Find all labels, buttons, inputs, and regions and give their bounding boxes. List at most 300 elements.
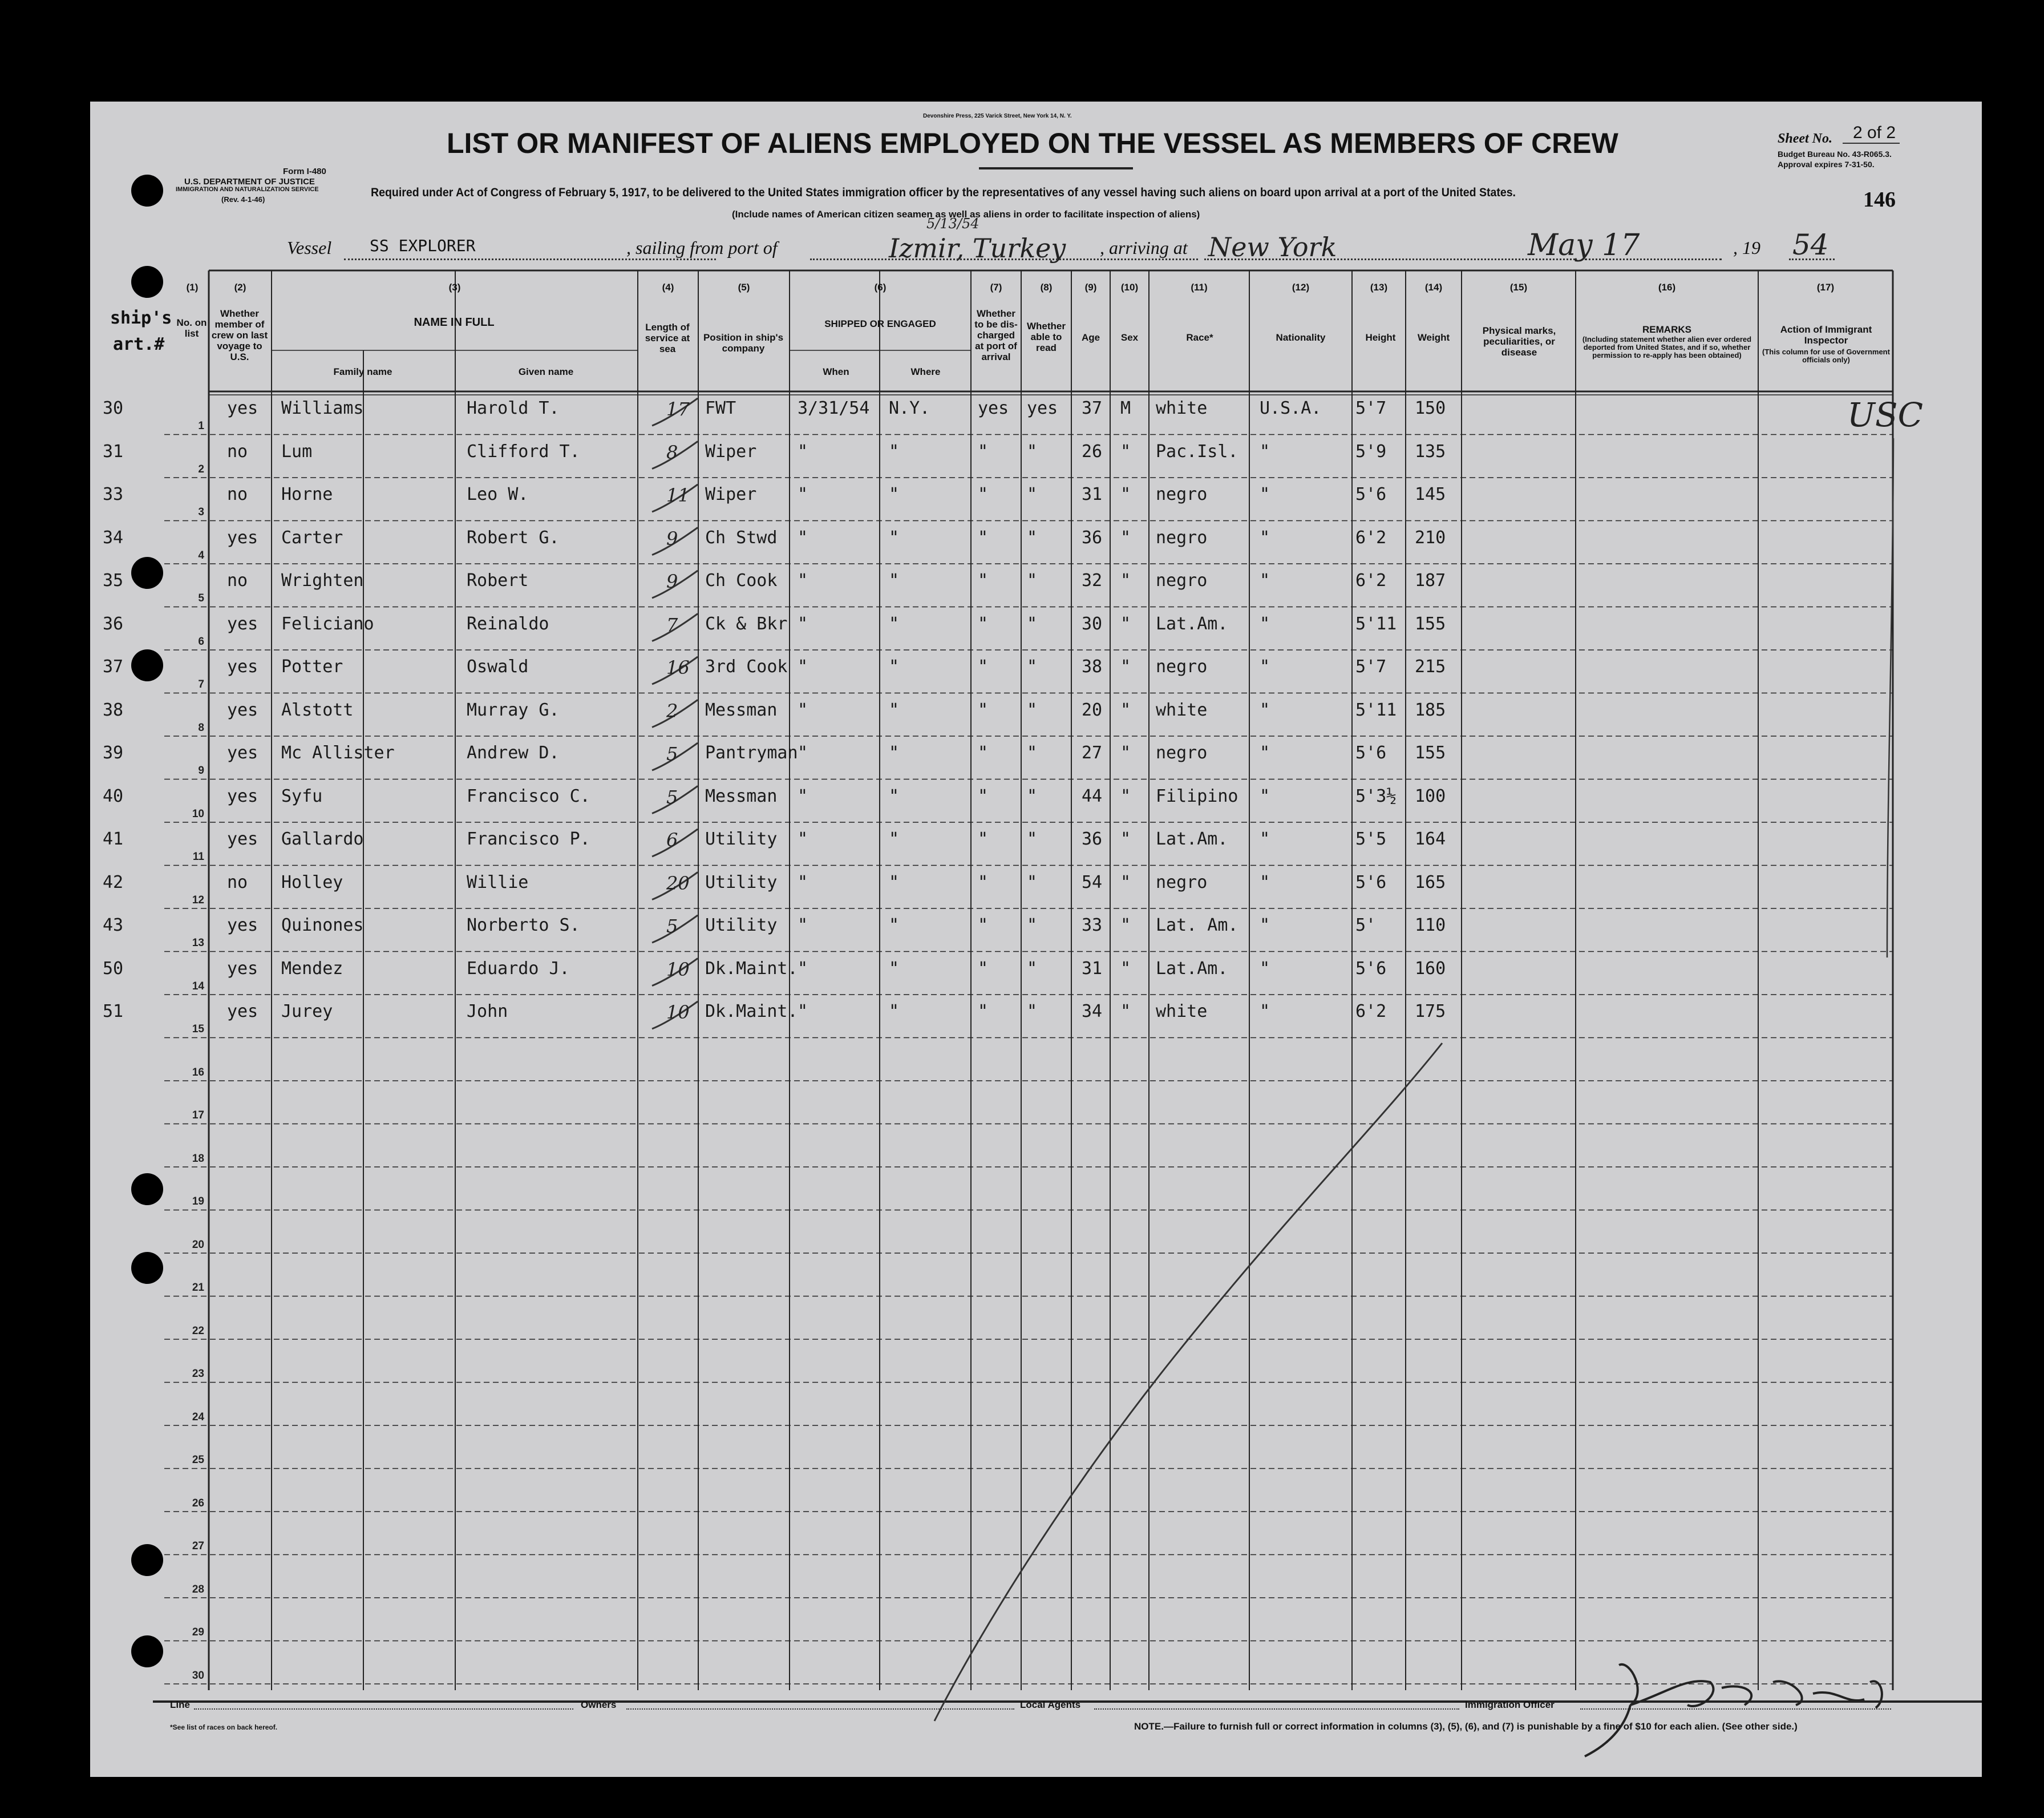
weight: 160 [1415, 958, 1446, 979]
race: negro [1156, 527, 1208, 548]
family-name: Horne [281, 484, 333, 504]
ships-art-number: 42 [103, 872, 124, 892]
shipped-when: " [798, 786, 808, 806]
family-name: Jurey [281, 1001, 333, 1021]
shipped-when: " [798, 657, 808, 677]
crew-last-voyage: no [227, 571, 248, 591]
position: Utility [705, 915, 778, 935]
nationality: " [1260, 872, 1270, 892]
able-to-read: " [1027, 872, 1038, 892]
shipped-where: " [889, 571, 900, 591]
age: 27 [1082, 743, 1103, 763]
year-value: 54 [1792, 228, 1829, 261]
weight: 175 [1415, 1001, 1446, 1021]
shipped-where: N.Y. [889, 398, 930, 418]
family-name: Potter [281, 657, 343, 677]
height: 5'6 [1355, 872, 1387, 892]
header-when: When [823, 366, 849, 377]
discharged: " [978, 872, 989, 892]
weight: 185 [1415, 700, 1446, 720]
position: Ch Stwd [705, 527, 778, 548]
nationality: " [1260, 484, 1270, 504]
list-number: 2 [198, 463, 204, 475]
list-number: 21 [192, 1282, 204, 1294]
list-number: 13 [192, 937, 204, 949]
weight: 155 [1415, 613, 1446, 634]
discharged: " [978, 657, 989, 677]
discharged: " [978, 958, 989, 979]
race: white [1156, 700, 1208, 720]
length-of-service: 6 [666, 829, 678, 851]
list-number: 10 [192, 807, 204, 820]
height: 6'2 [1355, 1001, 1387, 1021]
crew-last-voyage: yes [227, 613, 258, 634]
length-of-service: 5 [666, 915, 678, 937]
shipped-where: " [889, 657, 900, 677]
age: 37 [1082, 398, 1103, 418]
height: 5'11 [1355, 613, 1397, 634]
header-given-name: Given name [518, 366, 574, 377]
penalty-note: NOTE.—Failure to furnish full or correct information in columns (3), (5), (6), and (7) is punishable by a fine of $10 for each alien. (See other side.) [1134, 1721, 1798, 1732]
weight: 110 [1415, 915, 1446, 935]
binder-hole [131, 1635, 163, 1667]
sailing-date: 5/13/54 [926, 216, 979, 232]
race: negro [1156, 743, 1208, 763]
family-name: Quinones [281, 915, 364, 935]
age: 32 [1082, 571, 1103, 591]
ships-art-number: 40 [103, 786, 124, 806]
shipped-where: " [889, 786, 900, 806]
sex: " [1120, 743, 1131, 763]
weight: 165 [1415, 872, 1446, 892]
shipped-when: " [798, 872, 808, 892]
able-to-read: " [1027, 743, 1038, 763]
ships-art-number: 33 [103, 484, 124, 504]
sex: " [1120, 700, 1131, 720]
column-number: (15) [1509, 282, 1528, 293]
crew-last-voyage: yes [227, 829, 258, 849]
list-number: 19 [192, 1195, 204, 1207]
header-sex: Sex [1120, 332, 1139, 343]
crew-last-voyage: no [227, 872, 248, 892]
nationality: " [1260, 743, 1270, 763]
able-to-read: " [1027, 700, 1038, 720]
binder-hole [131, 1252, 163, 1284]
list-number: 7 [198, 678, 204, 690]
age: 20 [1082, 700, 1103, 720]
nationality: " [1260, 1001, 1270, 1021]
column-number: (2) [234, 282, 246, 293]
able-to-read: " [1027, 527, 1038, 548]
length-of-service: 9 [666, 527, 678, 550]
length-of-service: 17 [666, 398, 690, 420]
crew-last-voyage: no [227, 484, 248, 504]
shipped-where: " [889, 1001, 900, 1021]
sex: " [1120, 571, 1131, 591]
vessel-value: SS EXPLORER [370, 236, 476, 255]
inspector-mark: USC [1847, 395, 1923, 434]
sex: " [1120, 915, 1131, 935]
column-number: (1) [186, 282, 199, 293]
header-discharged: Whether to be dis- charged at port of arrival [974, 308, 1018, 362]
given-name: Francisco C. [467, 786, 590, 806]
shipped-where: " [889, 958, 900, 979]
able-to-read: " [1027, 915, 1038, 935]
list-number: 24 [192, 1411, 204, 1423]
able-to-read: " [1027, 829, 1038, 849]
column-number: (8) [1040, 282, 1053, 293]
shipped-when: " [798, 441, 808, 462]
header-race: Race* [1186, 332, 1213, 343]
header-name-in-full: NAME IN FULL [414, 316, 495, 329]
shipped-where: " [889, 441, 900, 462]
shipped-where: " [889, 484, 900, 504]
shipped-when: " [798, 527, 808, 548]
footer-agents-field [1094, 1708, 1459, 1710]
discharged: " [978, 829, 989, 849]
discharged: " [978, 613, 989, 634]
arriving-label: , arriving at [1100, 237, 1188, 258]
length-of-service: 10 [666, 1001, 690, 1023]
column-number: (13) [1370, 282, 1388, 293]
race: negro [1156, 484, 1208, 504]
position: Wiper [705, 441, 757, 462]
able-to-read: " [1027, 786, 1038, 806]
discharged: " [978, 786, 989, 806]
race: Filipino [1156, 786, 1238, 806]
header-position: Position in ship's company [703, 332, 784, 354]
sex: " [1120, 613, 1131, 634]
header-able-read: Whether able to read [1027, 321, 1066, 353]
sex: M [1120, 398, 1131, 418]
position: Utility [705, 829, 778, 849]
ships-art-number: 30 [103, 398, 124, 418]
shipped-when: " [798, 743, 808, 763]
crew-last-voyage: yes [227, 958, 258, 979]
races-footnote: *See list of races on back hereof. [170, 1723, 278, 1731]
ships-art-number: 51 [103, 1001, 124, 1021]
height: 5'7 [1355, 657, 1387, 677]
list-number: 1 [198, 420, 204, 432]
weight: 135 [1415, 441, 1446, 462]
length-of-service: 5 [666, 786, 678, 808]
department-label: U.S. DEPARTMENT OF JUSTICE [184, 177, 315, 187]
list-number: 29 [192, 1626, 204, 1638]
nationality: " [1260, 829, 1270, 849]
height: 6'2 [1355, 527, 1387, 548]
given-name: Francisco P. [467, 829, 590, 849]
discharged: " [978, 700, 989, 720]
race: white [1156, 1001, 1208, 1021]
sex: " [1120, 441, 1131, 462]
crew-last-voyage: yes [227, 915, 258, 935]
form-number: Form I-480 [283, 167, 326, 176]
footer-officer-field [1580, 1708, 1891, 1710]
sheet-value: 2 of 2 [1853, 123, 1896, 142]
weight: 155 [1415, 743, 1446, 763]
family-name: Wrighten [281, 571, 364, 591]
header-where: Where [910, 366, 941, 377]
ships-art-number: 39 [103, 743, 124, 763]
position: Messman [705, 786, 778, 806]
age: 54 [1082, 872, 1103, 892]
shipped-when: " [798, 700, 808, 720]
header-height: Height [1365, 332, 1396, 343]
able-to-read: yes [1027, 398, 1058, 418]
height: 5'5 [1355, 829, 1387, 849]
family-name: Alstott [281, 700, 354, 720]
sex: " [1120, 958, 1131, 979]
weight: 187 [1415, 571, 1446, 591]
column-number: (11) [1191, 282, 1208, 293]
nationality: " [1260, 958, 1270, 979]
column-number: (14) [1424, 282, 1443, 293]
list-number: 5 [198, 592, 204, 604]
race: white [1156, 398, 1208, 418]
ships-art-number: 37 [103, 657, 124, 677]
arrival-date: May 17 [1528, 228, 1640, 262]
header-nationality: Nationality [1276, 332, 1326, 343]
family-name: Gallardo [281, 829, 364, 849]
list-number: 6 [198, 635, 204, 648]
header-no-on-list: No. on list [176, 317, 207, 339]
family-name: Syfu [281, 786, 323, 806]
footer-agents-label: Local Agents [1020, 1699, 1081, 1710]
column-number: (16) [1658, 282, 1676, 293]
sex: " [1120, 527, 1131, 548]
vessel-label: Vessel [287, 237, 332, 258]
crew-last-voyage: yes [227, 700, 258, 720]
position: Ch Cook [705, 571, 778, 591]
race: Lat.Am. [1156, 958, 1228, 979]
sailing-port: Izmir, Turkey [889, 233, 1066, 264]
able-to-read: " [1027, 571, 1038, 591]
given-name: Leo W. [467, 484, 529, 504]
length-of-service: 8 [666, 441, 678, 463]
length-of-service: 10 [666, 958, 690, 980]
height: 6'2 [1355, 571, 1387, 591]
discharged: " [978, 527, 989, 548]
position: Ck & Bkr [705, 613, 788, 634]
given-name: Murray G. [467, 700, 560, 720]
nationality: " [1260, 786, 1270, 806]
list-number: 12 [192, 894, 204, 906]
given-name: Eduardo J. [467, 958, 570, 979]
binder-hole [131, 1544, 163, 1576]
length-of-service: 2 [666, 700, 678, 722]
position: Messman [705, 700, 778, 720]
crew-last-voyage: yes [227, 527, 258, 548]
sex: " [1120, 872, 1131, 892]
race: negro [1156, 872, 1208, 892]
binder-hole [131, 649, 163, 681]
column-number: (17) [1816, 282, 1835, 293]
list-number: 28 [192, 1583, 204, 1595]
ships-art-number: 31 [103, 441, 124, 462]
budget-label: Budget Bureau No. 43-R065.3. [1778, 150, 1892, 159]
page-title: LIST OR MANIFEST OF ALIENS EMPLOYED ON THE VESSEL AS MEMBERS OF CREW [447, 127, 1618, 159]
length-of-service: 16 [666, 657, 690, 678]
page-number: 146 [1863, 188, 1896, 212]
length-of-service: 9 [666, 571, 678, 592]
nationality: " [1260, 527, 1270, 548]
length-of-service: 20 [666, 872, 690, 894]
column-number: (12) [1292, 282, 1310, 293]
list-number: 9 [198, 765, 204, 777]
age: 33 [1082, 915, 1103, 935]
column-number: (5) [738, 282, 750, 293]
list-number: 3 [198, 506, 204, 518]
footer-owners-field [626, 1708, 1014, 1710]
sex: " [1120, 1001, 1131, 1021]
sailing-label: , sailing from port of [626, 237, 778, 258]
approval-label: Approval expires 7-31-50. [1778, 160, 1875, 169]
position: Dk.Maint. [705, 1001, 798, 1021]
age: 34 [1082, 1001, 1103, 1021]
crew-last-voyage: yes [227, 743, 258, 763]
age: 30 [1082, 613, 1103, 634]
nationality: " [1260, 613, 1270, 634]
shipped-where: " [889, 743, 900, 763]
nationality: U.S.A. [1260, 398, 1322, 418]
header-family-name: Family name [333, 366, 392, 377]
sex: " [1120, 657, 1131, 677]
header-physical-marks: Physical marks, peculiarities, or disease [1482, 325, 1556, 358]
weight: 210 [1415, 527, 1446, 548]
able-to-read: " [1027, 1001, 1038, 1021]
nationality: " [1260, 915, 1270, 935]
height: 5'7 [1355, 398, 1387, 418]
height: 5'3½ [1355, 786, 1397, 806]
ships-art-number: 34 [103, 527, 124, 548]
weight: 215 [1415, 657, 1446, 677]
length-of-service: 11 [666, 484, 690, 506]
shipped-where: " [889, 915, 900, 935]
printer-imprint: Devonshire Press, 225 Varick Street, New York 14, N. Y. [923, 113, 1072, 119]
given-name: Oswald [467, 657, 529, 677]
length-of-service: 7 [666, 613, 678, 636]
weight: 100 [1415, 786, 1446, 806]
list-number: 8 [198, 721, 204, 734]
age: 31 [1082, 484, 1103, 504]
list-number: 26 [192, 1497, 204, 1509]
nationality: " [1260, 657, 1270, 677]
ships-art-number: 38 [103, 700, 124, 720]
discharged: " [978, 571, 989, 591]
shipped-where: " [889, 872, 900, 892]
family-name: Feliciano [281, 613, 374, 634]
column-number: (6) [874, 282, 887, 293]
subnote: (Include names of American citizen seamen as well as aliens in order to facilitate inspection of aliens) [732, 209, 1200, 220]
binder-hole [131, 557, 163, 589]
given-name: Harold T. [467, 398, 560, 418]
age: 26 [1082, 441, 1103, 462]
height: 5'6 [1355, 958, 1387, 979]
family-name: Lum [281, 441, 313, 462]
ships-art-number: 36 [103, 613, 124, 634]
ships-art-number-label: art.# [113, 334, 165, 354]
shipped-where: " [889, 527, 900, 548]
given-name: John [467, 1001, 508, 1021]
family-name: Mc Allister [281, 743, 395, 763]
discharged: " [978, 743, 989, 763]
position: FWT [705, 398, 736, 418]
nationality: " [1260, 441, 1270, 462]
shipped-when: " [798, 915, 808, 935]
column-number: (10) [1120, 282, 1139, 293]
list-number: 20 [192, 1238, 204, 1251]
sex: " [1120, 484, 1131, 504]
column-number: (4) [662, 282, 674, 293]
crew-last-voyage: yes [227, 786, 258, 806]
family-name: Carter [281, 527, 343, 548]
position: 3rd Cook [705, 657, 788, 677]
list-number: 25 [192, 1454, 204, 1466]
race: Pac.Isl. [1156, 441, 1238, 462]
subtitle: Required under Act of Congress of February 5, 1917, to be delivered to the United States immigration officer by the representatives of any vessel having such aliens on board upon arrival at a port of the United States. [371, 186, 1516, 199]
shipped-where: " [889, 700, 900, 720]
discharged: " [978, 1001, 989, 1021]
crew-last-voyage: yes [227, 657, 258, 677]
given-name: Willie [467, 872, 529, 892]
list-number: 4 [198, 549, 204, 561]
height: 5' [1355, 915, 1377, 935]
header-action-note: (This column for use of Government officials only) [1762, 348, 1890, 364]
given-name: Reinaldo [467, 613, 549, 634]
shipped-when: " [798, 958, 808, 979]
header-age: Age [1081, 332, 1100, 343]
age: 38 [1082, 657, 1103, 677]
list-number: 14 [192, 980, 204, 992]
ships-art-number: 35 [103, 571, 124, 591]
list-number: 16 [192, 1066, 204, 1078]
year-prefix: , 19 [1733, 237, 1760, 258]
list-number: 30 [192, 1669, 204, 1682]
able-to-read: " [1027, 484, 1038, 504]
footer-line-field [194, 1708, 573, 1710]
discharged: " [978, 484, 989, 504]
shipped-where: " [889, 613, 900, 634]
able-to-read: " [1027, 613, 1038, 634]
shipped-when: " [798, 1001, 808, 1021]
shipped-when: " [798, 613, 808, 634]
given-name: Norberto S. [467, 915, 580, 935]
family-name: Holley [281, 872, 343, 892]
given-name: Andrew D. [467, 743, 560, 763]
list-number: 11 [192, 851, 204, 863]
list-number: 23 [192, 1368, 204, 1380]
header-remarks: REMARKS [1642, 324, 1691, 335]
shipped-when: 3/31/54 [798, 398, 870, 418]
discharged: " [978, 915, 989, 935]
header-shipped-engaged: SHIPPED OR ENGAGED [824, 318, 936, 329]
race: negro [1156, 571, 1208, 591]
nationality: " [1260, 700, 1270, 720]
binder-hole [131, 175, 163, 207]
binder-hole [131, 1173, 163, 1205]
height: 5'6 [1355, 743, 1387, 763]
family-name: Williams [281, 398, 364, 418]
given-name: Robert [467, 571, 529, 591]
position: Pantryman [705, 743, 798, 763]
shipped-where: " [889, 829, 900, 849]
list-number: 17 [192, 1109, 204, 1121]
ships-art-number: 50 [103, 958, 124, 979]
family-name: Mendez [281, 958, 343, 979]
list-number: 22 [192, 1324, 204, 1337]
race: Lat.Am. [1156, 829, 1228, 849]
footer-line-label: Line [170, 1699, 190, 1710]
